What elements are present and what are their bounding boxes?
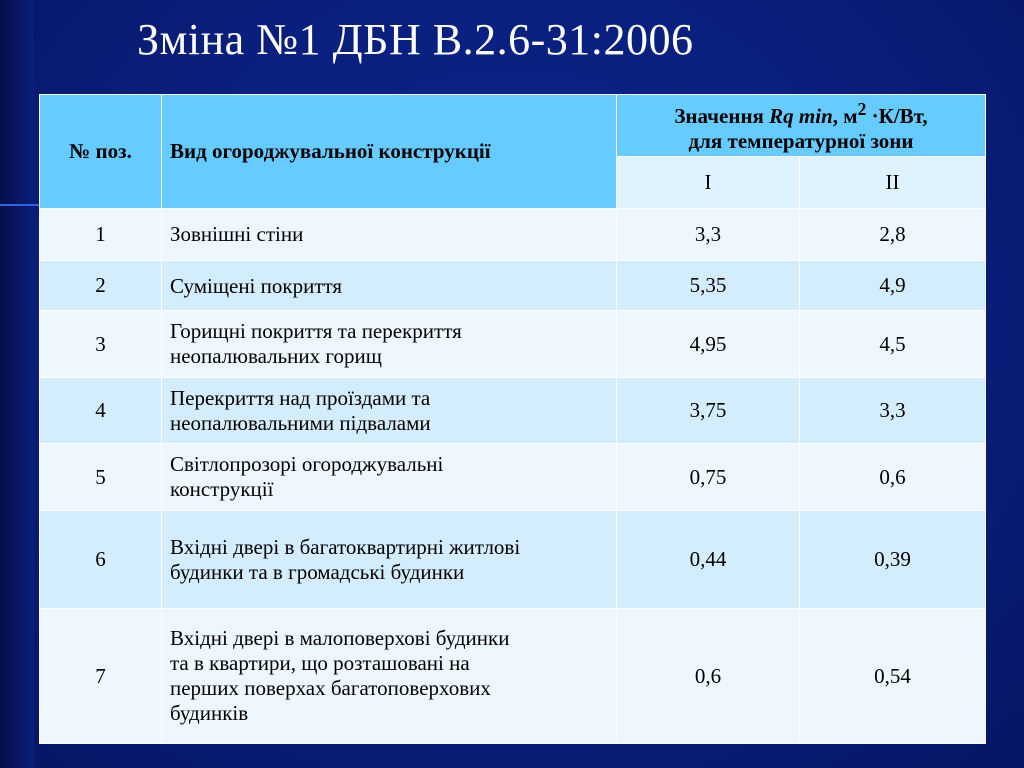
row-zone-2: 3,3 xyxy=(800,378,986,444)
table-row xyxy=(40,311,986,378)
row-pos: 7 xyxy=(40,609,162,744)
row-zone-1: 4,95 xyxy=(617,311,800,378)
row-pos: 5 xyxy=(40,444,162,511)
row-name-line: будинки та в громадські будинки xyxy=(170,559,465,584)
header-value-unit-a: , м xyxy=(832,104,858,128)
row-pos: 2 xyxy=(40,261,162,311)
header-value xyxy=(617,95,986,157)
table-row xyxy=(40,609,986,744)
row-zone-2: 0,6 xyxy=(800,444,986,511)
header-construction-type: Вид огороджувальної конструкції xyxy=(162,95,617,209)
row-zone-1: 5,35 xyxy=(617,261,800,311)
row-zone-1: 0,6 xyxy=(617,609,800,744)
table-row xyxy=(40,444,986,511)
header-value-unit-sup: 2 xyxy=(857,99,867,119)
table-row xyxy=(40,511,986,609)
table-row xyxy=(40,378,986,444)
header-zone-1: I xyxy=(617,157,800,209)
header-value-prefix: Значення xyxy=(674,104,770,128)
table-row xyxy=(40,261,986,311)
row-zone-2: 4,5 xyxy=(800,311,986,378)
row-name-line: Вхідні двері в багатоквартирні житлові xyxy=(170,534,521,559)
row-name-line: Вхідні двері в малоповерхові будинки xyxy=(170,626,510,650)
row-name-line: Суміщені покриття xyxy=(170,274,343,298)
row-pos: 4 xyxy=(40,378,162,444)
header-value-symbol: Rq min xyxy=(769,104,833,128)
row-name xyxy=(162,609,617,744)
row-zone-1: 3,3 xyxy=(617,209,800,261)
row-pos: 3 xyxy=(40,311,162,378)
row-zone-1: 0,75 xyxy=(617,444,800,511)
header-value-unit-b: ·К/Вт, xyxy=(866,104,928,128)
r-min-table xyxy=(39,94,986,744)
row-zone-2: 2,8 xyxy=(800,209,986,261)
row-zone-2: 0,54 xyxy=(800,609,986,744)
row-name-line: Зовнішні стіни xyxy=(170,222,304,246)
row-name-line: Горищні покриття та перекриття xyxy=(170,319,462,343)
row-name xyxy=(162,378,617,444)
row-zone-1: 3,75 xyxy=(617,378,800,444)
header-zone-2: II xyxy=(800,157,986,209)
background-band-left xyxy=(0,0,34,768)
row-name-line: перших поверхах багатоповерхових xyxy=(170,676,491,700)
row-name-line: будинків xyxy=(170,701,249,725)
slide-title: Зміна №1 ДБН В.2.6-31:2006 xyxy=(137,15,694,64)
row-pos: 6 xyxy=(40,511,162,609)
row-name-line: та в квартири, що розташовані на xyxy=(170,651,470,675)
row-name xyxy=(162,311,617,378)
row-zone-2: 0,39 xyxy=(800,511,986,609)
row-pos: 1 xyxy=(40,209,162,261)
row-name xyxy=(162,209,617,261)
row-zone-1: 0,44 xyxy=(617,511,800,609)
row-name-line: неопалювальних горищ xyxy=(170,344,382,368)
row-name-line: Світлопрозорі огороджувальні xyxy=(170,452,444,476)
row-name-line: конструкції xyxy=(170,477,274,501)
row-name xyxy=(162,261,617,311)
row-name xyxy=(162,444,617,511)
row-zone-2: 4,9 xyxy=(800,261,986,311)
row-name xyxy=(162,511,617,609)
header-value-line2: для температурної зони xyxy=(688,129,914,153)
table-header-row xyxy=(40,95,986,157)
row-name-line: Перекриття над проїздами та xyxy=(170,385,431,410)
table-row xyxy=(40,209,986,261)
header-pos: № поз. xyxy=(40,95,162,209)
row-name-line: неопалювальними підвалами xyxy=(170,410,431,435)
